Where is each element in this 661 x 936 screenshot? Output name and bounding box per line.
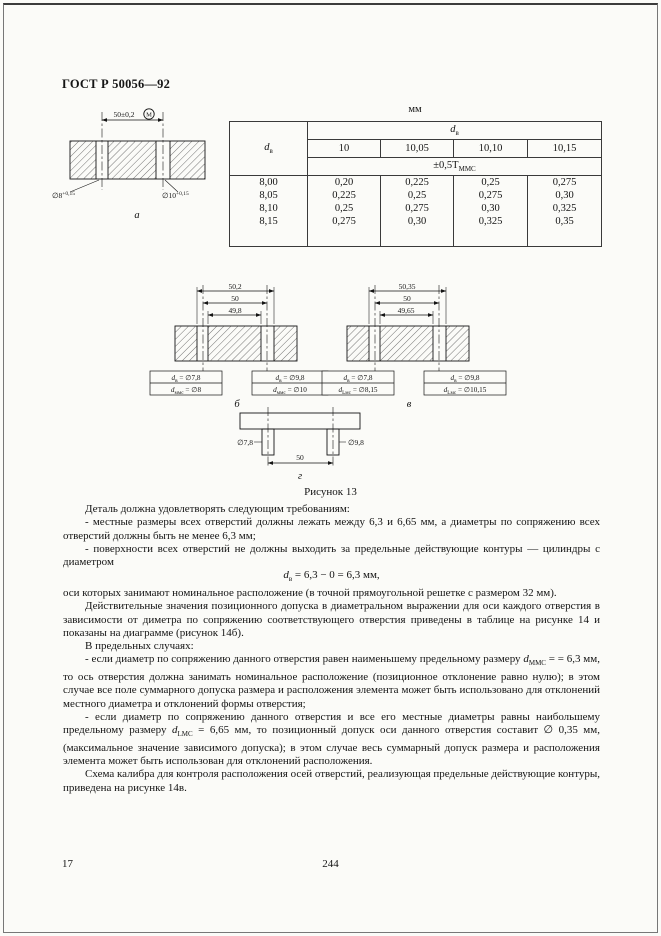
body-paragraph: - если диаметр по сопряжению данного отверстия и все его местные диаметры равны наибольшему предельному размеру $d_{LМС} = 6,65$ мм, то позиционный допуск оси данного отверстия составит ∅ 0,35 мм, (максимальное значение зависимого допуска); в этом случае весь суммарный допуск размера и расположения элемента может быть использован для отклонений расположения. [63, 710, 600, 767]
gauge-center-distance: 50 [296, 453, 304, 462]
table-cell: 10,05 [381, 140, 454, 158]
figure-a-drawing [50, 106, 228, 224]
table-cell: 10 [308, 140, 381, 158]
table-cell: 0,30 [528, 189, 602, 202]
table-row [230, 176, 602, 190]
figure-caption: Рисунок 13 [304, 486, 357, 498]
table-row [230, 189, 602, 202]
dim-v-nominal: 50 [403, 294, 411, 303]
table-cell: 0,30 [454, 202, 528, 215]
body-paragraph: Деталь должна удовлетворять следующим требованиям: [85, 503, 350, 515]
tolerance-label: $\pm 0,5T_{ММС}$ [308, 158, 602, 176]
table-cell: 0,275 [308, 215, 381, 247]
subfigure-g-label: г [297, 471, 303, 482]
tolerance-table [229, 121, 602, 247]
table-cell: 0,275 [381, 202, 454, 215]
callout-b1-row1: $d_в$ = ∅7,8 [171, 374, 201, 384]
subfigure-b-label: б [234, 399, 240, 410]
part-section-a [70, 109, 205, 192]
table-row-header: $d_в$ [230, 122, 308, 176]
table-cell: 8,05 [230, 189, 308, 202]
table-cell: 10,10 [454, 140, 528, 158]
table-cell: 0,225 [381, 176, 454, 190]
table-row [230, 202, 602, 215]
table-col-header: $d_в$ [308, 122, 602, 140]
formula: $d_в = 6,3 - 0 = 6,3$ мм, [283, 569, 380, 584]
hole1-diameter-label: $\emptyset 8^{+0,15}$ [52, 191, 76, 200]
dim-v-min: 49,65 [397, 306, 415, 315]
callout-v2-row2: $d_{Lмс}$ = ∅10,15 [443, 386, 487, 396]
table-cell: 0,275 [454, 189, 528, 202]
dim-v-max: 50,35 [398, 282, 416, 291]
table-cell: 0,20 [308, 176, 381, 190]
table-cell: 8,00 [230, 176, 308, 190]
body-paragraph: Схема калибра для контроля расположения осей отверстий, реализующая предельные действующие контуры, приведена на рисунке 14в. [63, 768, 600, 794]
subfigure-a-label: а [134, 210, 140, 221]
table-cell: 0,25 [454, 176, 528, 190]
callout-v1-row2: $d_{Lмс}$ = ∅8,15 [338, 386, 378, 396]
callout-b2-row2: $d_{ммс}$ = ∅10 [273, 386, 307, 396]
table-cell: 10,15 [528, 140, 602, 158]
gauge-pin1-diameter: ∅7,8 [237, 438, 253, 447]
dim-b-min: 49,8 [228, 306, 242, 315]
body-paragraph: - поверхности всех отверстий не должны выходить за предельные действующие контуры — цилиндры с диаметром [63, 542, 600, 569]
table-cell: 0,325 [454, 215, 528, 247]
table-cell: 0,35 [528, 215, 602, 247]
table-units: мм [408, 104, 422, 115]
body-paragraph: оси которых занимают номинальное расположение (в точной прямоугольной решетке с размером 32 мм). [63, 586, 557, 599]
dim-b-nominal: 50 [231, 294, 239, 303]
body-paragraph: - если диаметр по сопряжению данного отверстия равен наименьшему предельному размеру $d_{ММС}$ = = 6,3 мм, то ось отверстия должна занимать номинальное расположение (позиционное отклонение равно нулю); в этом случае все поле суммарного допуска размера и расположения элемента может быть использовано для отклонений местного диаметра и отклонений формы отверстия; [63, 653, 600, 710]
hole2-diameter-label: $\emptyset 10^{+0,15}$ [162, 191, 189, 200]
gauge-pin2-diameter: ∅9,8 [348, 438, 364, 447]
table-cell: 8,15 [230, 215, 308, 247]
page-number-left: 17 [62, 858, 73, 870]
doc-number: ГОСТ Р 50056—92 [62, 77, 171, 91]
subfigure-v-label: в [406, 399, 412, 410]
table-row [230, 215, 602, 247]
body-paragraph: - местные размеры всех отверстий должны лежать между 6,3 и 6,65 мм, а диаметры по сопряжению всех отверстий должны быть не менее 6,3 мм; [63, 516, 600, 542]
table-cell: 0,30 [381, 215, 454, 247]
table-cell: 0,275 [528, 176, 602, 190]
callout-v1-row1: $d_в$ = ∅7,8 [343, 374, 373, 384]
dimension-label: 50±0,2 [113, 110, 135, 119]
dim-b-max: 50,2 [228, 282, 242, 291]
body-text [63, 503, 600, 795]
table-cell: 0,25 [381, 189, 454, 202]
callout-b1-row2: $d_{ммс}$ = ∅8 [170, 386, 202, 396]
figure-13-drawing [0, 281, 661, 483]
callout-b2-row1: $d_в$ = ∅9,8 [275, 374, 305, 384]
table-cell: 0,225 [308, 189, 381, 202]
callout-v2-row1: $d_в$ = ∅9,8 [450, 374, 480, 384]
table-cell: 0,325 [528, 202, 602, 215]
mmc-symbol: М [146, 111, 152, 119]
body-paragraph: Действительные значения позиционного допуска в диаметральном выражении для оси каждого отверстия в зависимости от диметра по сопряжению соответствующего отверстия приведены в таблице на рисунке 14 и показаны на диаграмме (рисунок 14б). [63, 600, 600, 639]
table-cell: 0,25 [308, 202, 381, 215]
body-paragraph: В предельных случаях: [85, 640, 194, 653]
page-number-center: 244 [322, 858, 339, 870]
table-cell: 8,10 [230, 202, 308, 215]
